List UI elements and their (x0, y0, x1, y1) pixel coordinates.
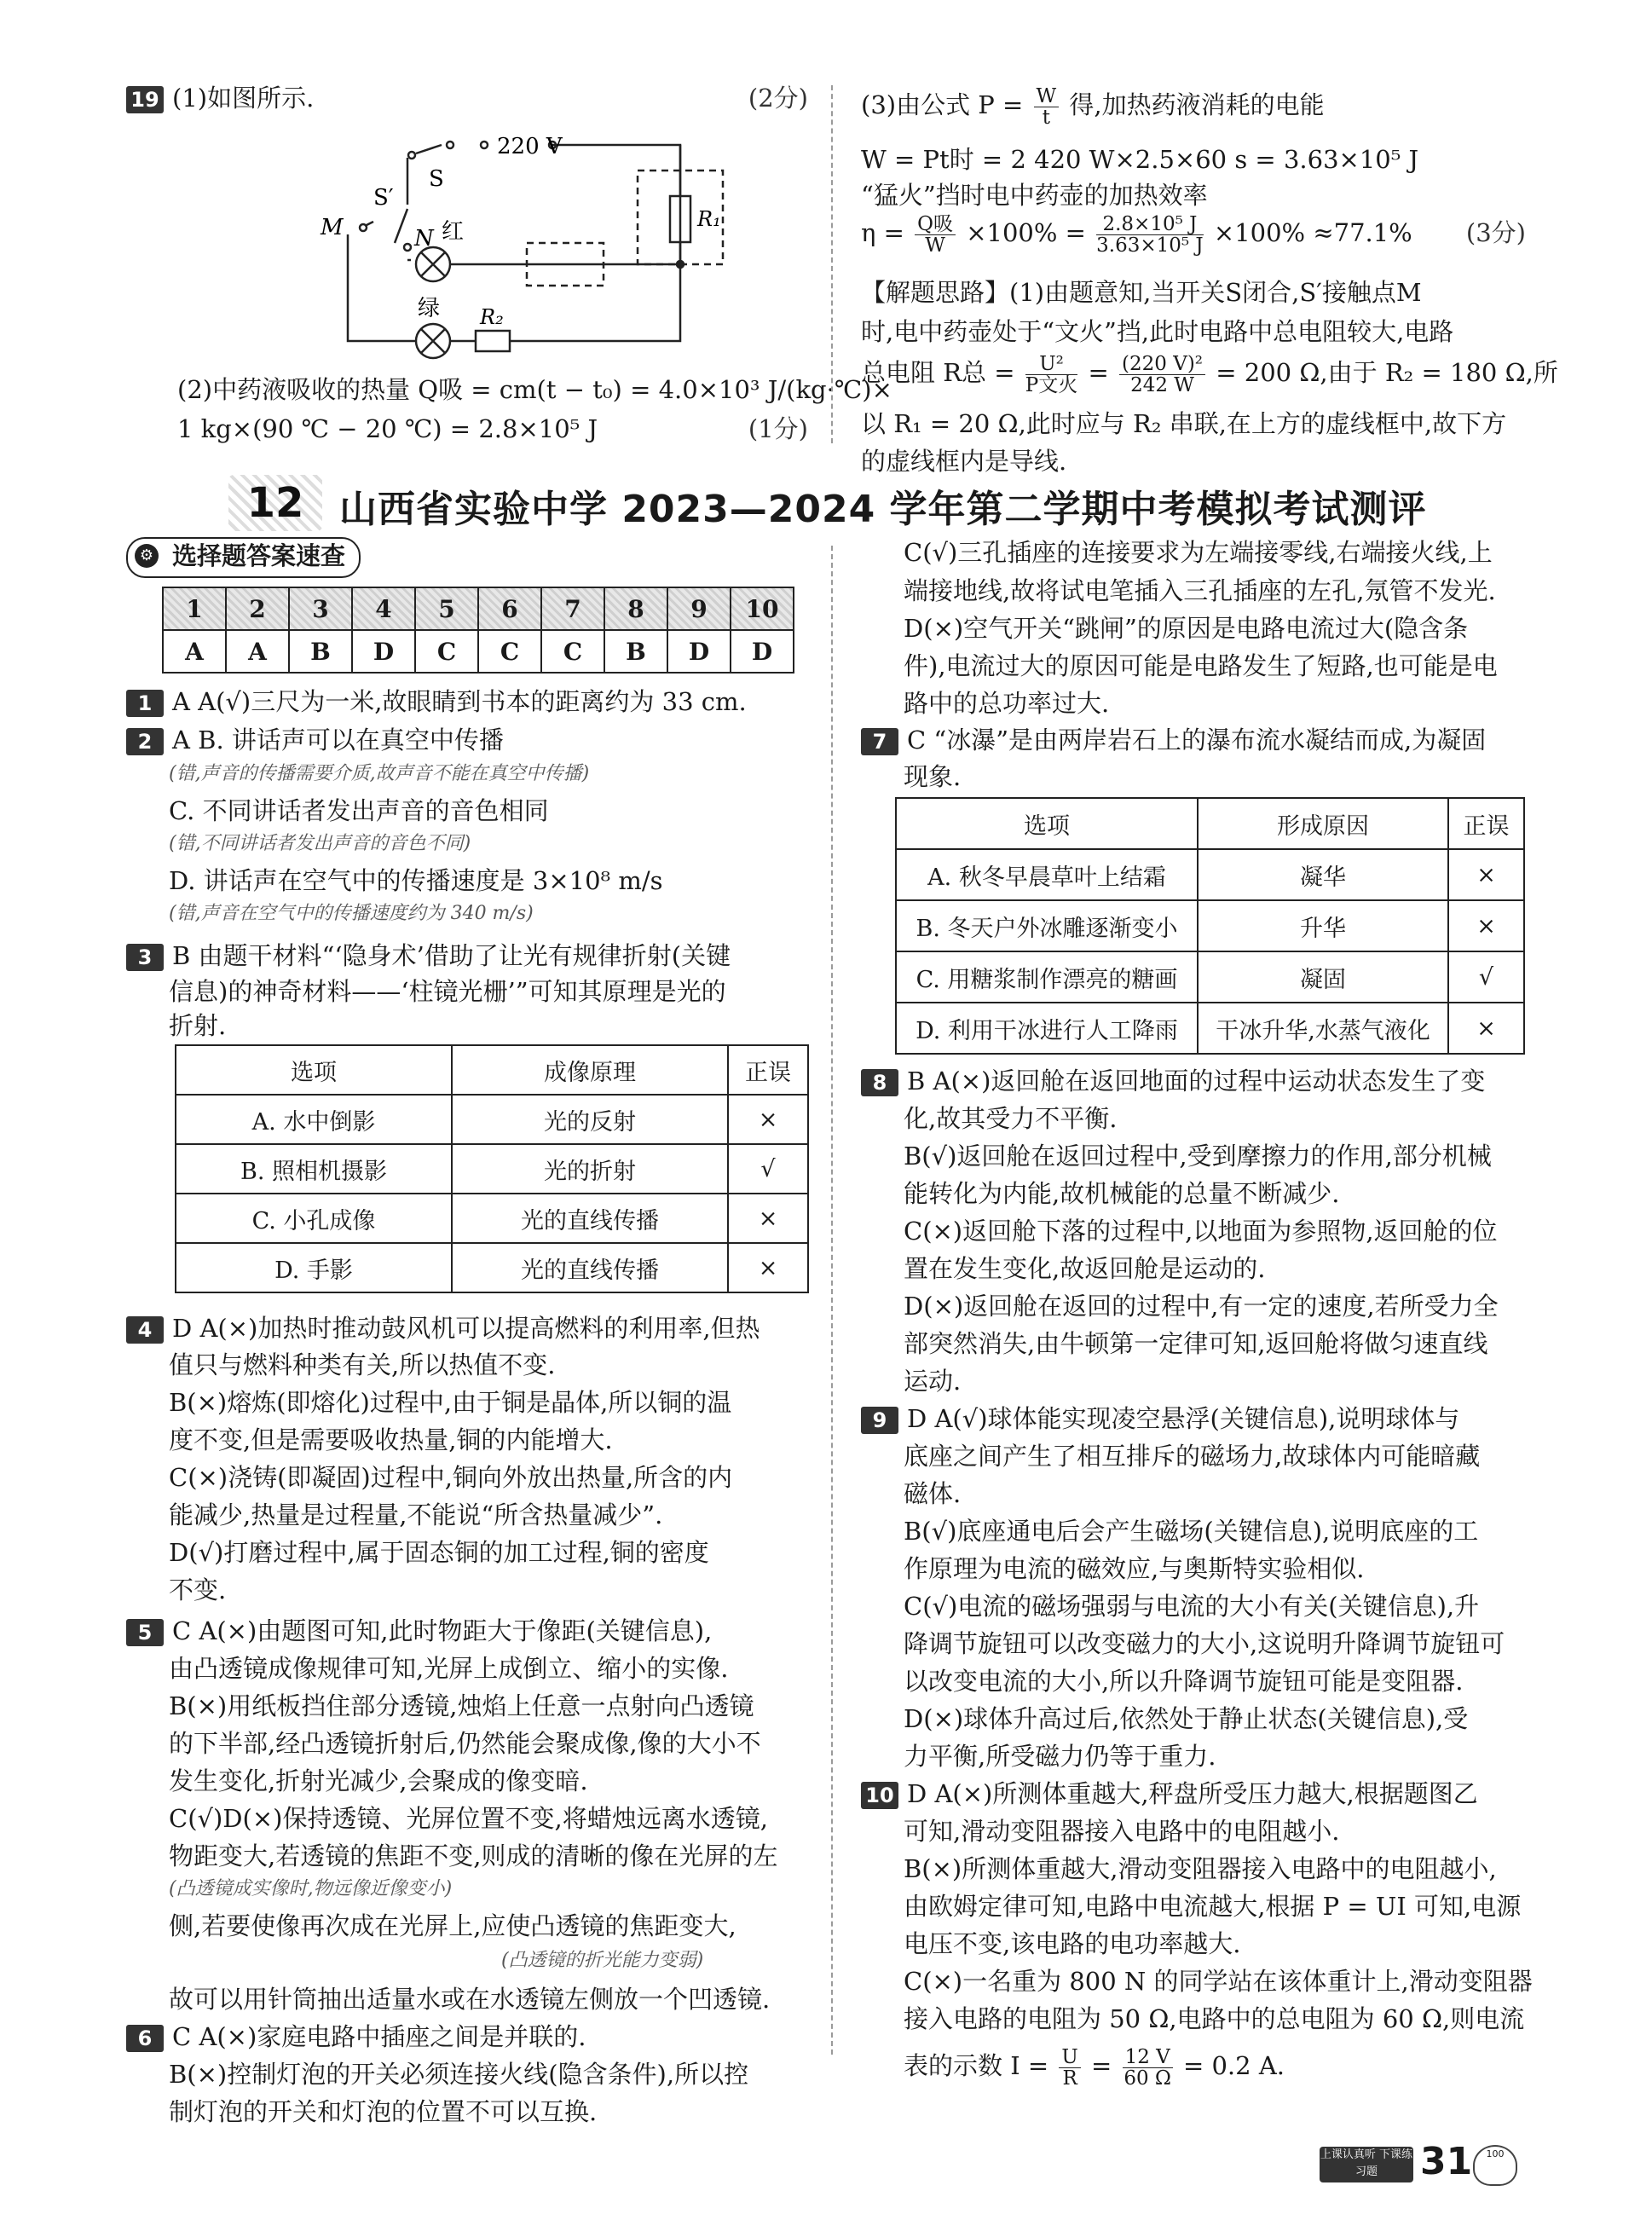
question-number: 3 (126, 944, 164, 971)
question-number: 8 (861, 1069, 898, 1096)
red-lamp-label: 红 (442, 219, 465, 245)
answer-number: 4 (352, 587, 415, 630)
green-lamp-label: 绿 (418, 296, 441, 321)
answer-number: 9 (667, 587, 731, 630)
answer-number: 5 (415, 587, 478, 630)
answer-number: 10 (731, 587, 794, 630)
score: (3分) (1465, 218, 1526, 247)
mascot-icon: 100 (1473, 2145, 1517, 2186)
r1-label: R₁ (697, 207, 721, 231)
circuit-diagram (314, 119, 791, 367)
answer-key: C (541, 630, 604, 673)
question-number: 10 (861, 1782, 898, 1809)
table-row: D. 利用干冰进行人工降雨 干冰升华,水蒸气液化 × (896, 1003, 1524, 1054)
contact-m-label: M (321, 215, 344, 240)
answer-number: 1 (163, 587, 226, 630)
table-row: A. 水中倒影 光的反射 × (176, 1095, 808, 1144)
question-number: 19 (126, 86, 164, 113)
column-divider-top (831, 85, 833, 443)
q7-table: 选项 形成原因 正误 A. 秋冬早晨草叶上结霜 凝华 × B. 冬天户外冰雕逐渐变小 升华 × C. 用糖浆制作漂亮的糖画 凝固 √ D. 利用干冰进行人工降雨 干冰升华,水蒸气液化 × (895, 797, 1525, 1055)
switch-s-label: S (429, 166, 444, 192)
answer-number: 6 (478, 587, 541, 630)
score: (1分) (748, 414, 808, 443)
answer-number: 8 (604, 587, 667, 630)
table-row: C. 小孔成像 光的直线传播 × (176, 1194, 808, 1243)
contact-n-label: N (414, 226, 434, 251)
answer-key: A (163, 630, 226, 673)
question-number: 7 (861, 728, 898, 755)
answer-number: 2 (226, 587, 289, 630)
question-number: 2 (126, 728, 164, 755)
answer-key: C (415, 630, 478, 673)
table-row: B. 照相机摄影 光的折射 √ (176, 1144, 808, 1194)
section-title: 山西省实验中学 2023—2024 学年第二学期中考模拟考试测评 (339, 488, 1427, 531)
r2-label: R₂ (480, 305, 504, 329)
answer-quick-check-label: ⚙ 选择题答案速查 (126, 537, 361, 578)
answer-table (162, 587, 794, 674)
answer-key: A (226, 630, 289, 673)
switch-sp-label: S′ (373, 185, 394, 211)
question-number: 5 (126, 1619, 164, 1646)
voltage-label: 220 V (497, 134, 563, 159)
answer-number: 3 (289, 587, 352, 630)
table-row: A. 秋冬早晨草叶上结霜 凝华 × (896, 849, 1524, 900)
page-footer (1320, 2140, 1533, 2188)
question-number: 6 (126, 2025, 164, 2052)
section-number: 12 (228, 475, 322, 531)
table-row: C. 用糖浆制作漂亮的糖画 凝固 √ (896, 951, 1524, 1003)
answer-key: D (667, 630, 731, 673)
table-row: D. 手影 光的直线传播 × (176, 1243, 808, 1292)
table-row: B. 冬天户外冰雕逐渐变小 升华 × (896, 900, 1524, 951)
answer-key: B (604, 630, 667, 673)
gear-icon: ⚙ (135, 544, 159, 568)
column-divider (831, 546, 833, 2055)
question-number: 1 (126, 690, 164, 717)
section-title-bar (126, 473, 1524, 535)
footer-slogan: 上课认真听 下课练习题 (1320, 2147, 1413, 2182)
question-number: 9 (861, 1407, 898, 1434)
answer-key: C (478, 630, 541, 673)
page-number: 31 (1420, 2140, 1473, 2183)
answer-key: D (731, 630, 794, 673)
answer-key: B (289, 630, 352, 673)
question-number: 4 (126, 1316, 164, 1344)
score: (2分) (748, 84, 808, 113)
q3-table: 选项 成像原理 正误 A. 水中倒影 光的反射 × B. 照相机摄影 光的折射 √ C. 小孔成像 光的直线传播 × D. 手影 光的直线传播 × (175, 1044, 809, 1293)
answer-number: 7 (541, 587, 604, 630)
answer-key: D (352, 630, 415, 673)
